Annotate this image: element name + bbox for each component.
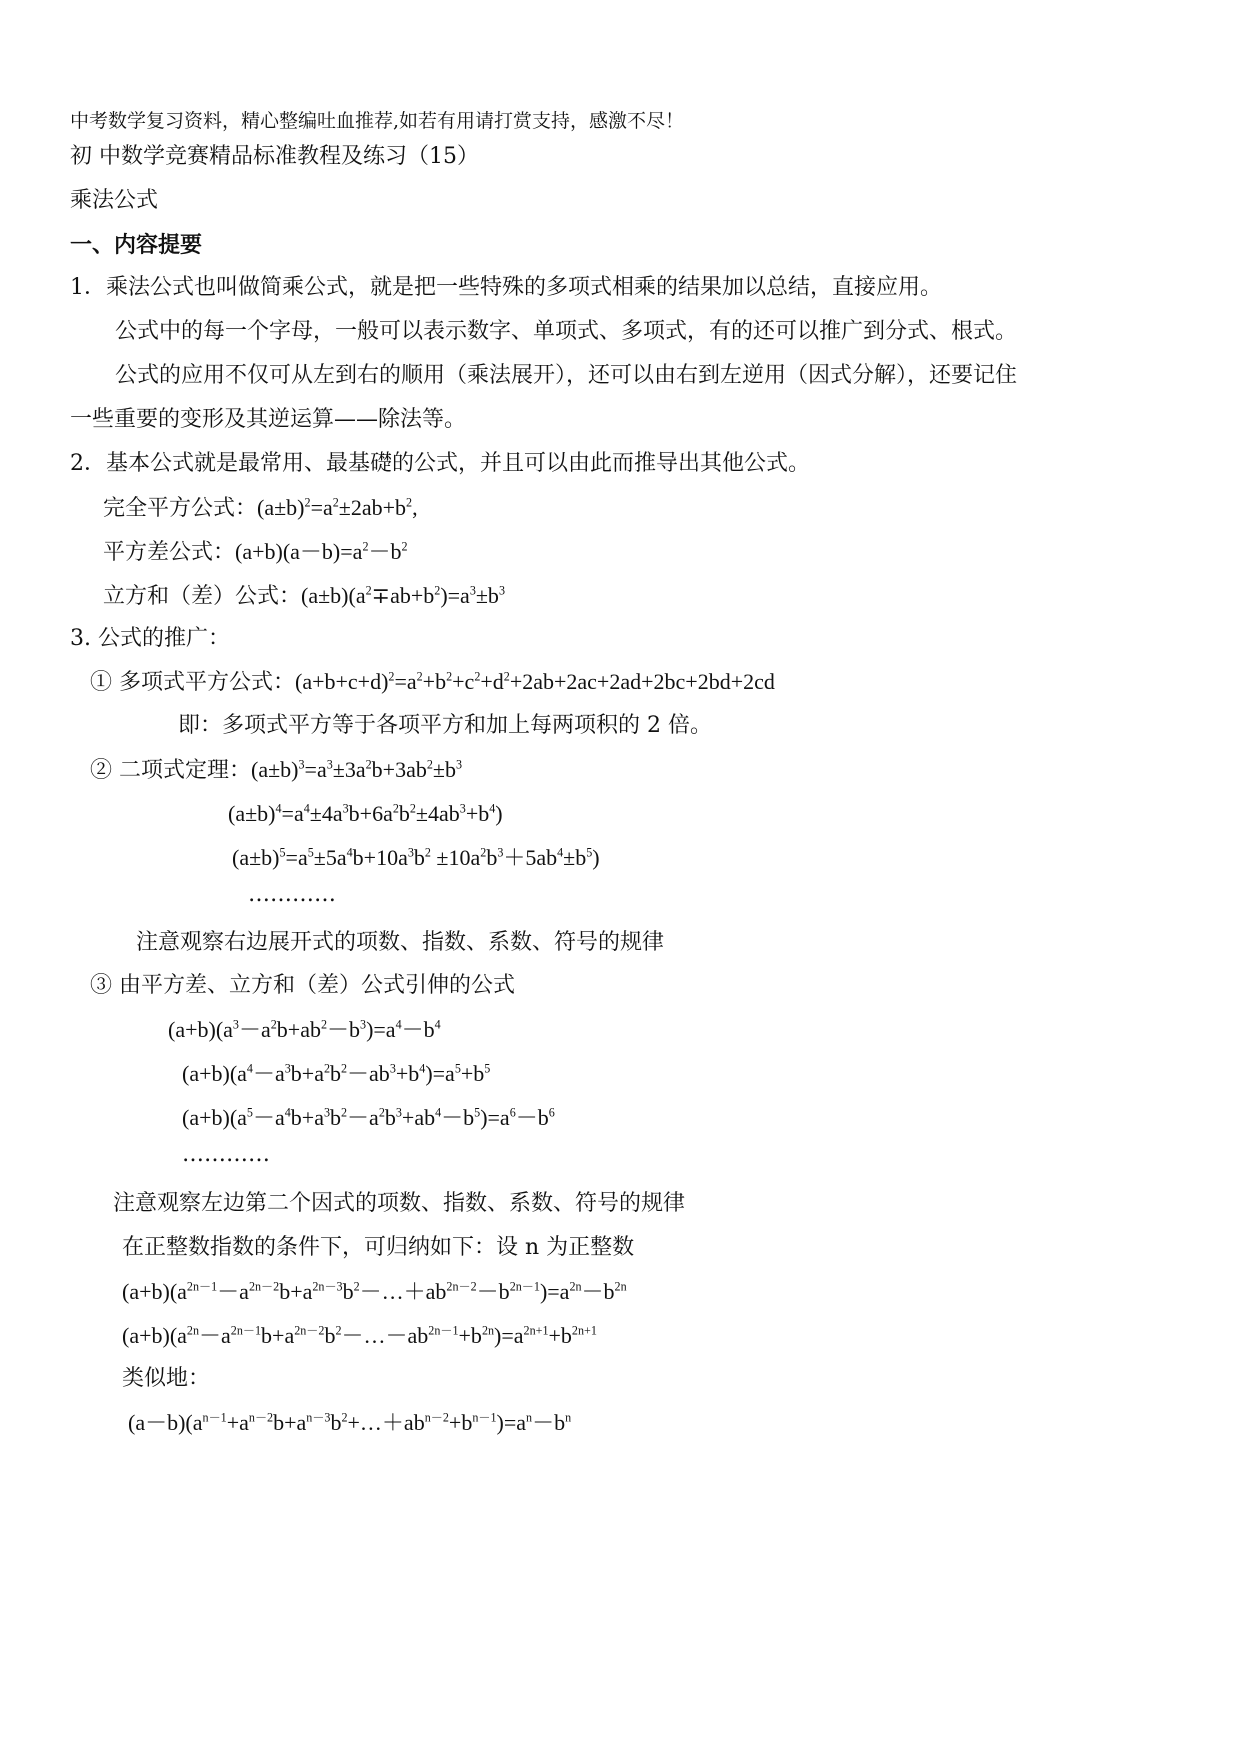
general-formula-difference: $(a-b)(a^{n-1}+a^{n-2}b+a^{n-3}b^2+\dots+ab^{n-2}+b^{n-1})=a^n-b^n$ (128, 1410, 572, 1435)
binomial-4th-power: $(a\pm b)^4=a^4\pm 4a^3b+6a^2b^2\pm 4ab^3+b^4$) (228, 801, 503, 826)
similar-label: 类似地： (122, 1366, 211, 1391)
paragraph-1c: 一些重要的变形及其逆运算——除法等。 (70, 407, 467, 432)
item-2-note: 注意观察右边展开式的项数、指数、系数、符号的规律 (136, 930, 665, 955)
induction-note: 在正整数指数的条件下，可归纳如下：设 n 为正整数 (122, 1235, 635, 1260)
binomial-5th-power: $(a\pm b)^5=a^5\pm 5a^4b+10a^3b^2 \pm 10a^2b^3+5ab^4\pm b^5$) (232, 845, 600, 870)
general-formula-odd: $(a+b)(a^{2n}-a^{2n-1}b+a^{2n-2}b^2-\dots-ab^{2n-1}+b^{2n})=a^{2n+1}+b^{2n+1}$ (122, 1323, 597, 1348)
item-3-note: 注意观察左边第二个因式的项数、指数、系数、符号的规律 (113, 1191, 686, 1216)
general-formula-even: $(a+b)(a^{2n-1}-a^{2n-2}b+a^{2n-3}b^2-\dots+ab^{2n-2}-b^{2n-1})=a^{2n}-b^{2n}$ (122, 1279, 627, 1304)
formula-sum-difference-of-cubes: 立方和（差）公式：$(a\pm b)(a^2\mp ab+b^2)=a^3\pm b^3$ (103, 583, 505, 609)
formula-difference-of-squares: 平方差公式：$(a+b)(a-b)=a^2-b^2$ (103, 539, 408, 565)
header-note: 中考数学复习资料，精心整编吐血推荐,如若有用请打赏支持，感激不尽！ (70, 110, 685, 132)
paragraph-1b: 公式的应用不仅可从左到右的顺用（乘法展开），还可以由右到左逆用（因式分解），还要记住 (115, 363, 1018, 388)
ellipsis: ………… (182, 1142, 270, 1167)
paragraph-1a: 公式中的每一个字母，一般可以表示数字、单项式、多项式，有的还可以推广到分式、根式。 (115, 319, 1018, 344)
formula-label: 立方和（差）公式： (103, 584, 302, 609)
item-label: ② 二项式定理： (90, 758, 251, 783)
topic-title: 乘法公式 (70, 188, 159, 213)
item-1: ① 多项式平方公式：$(a+b+c+d)^2=a^2+b^2+c^2+d^2+2ab+2ac+2ad+2bc+2bd+2cd$ (90, 669, 775, 695)
formula-label: 平方差公式： (103, 540, 236, 565)
course-title: 初 中数学竞赛精品标准教程及练习（15） (70, 144, 479, 169)
formula-label: 完全平方公式： (103, 496, 258, 521)
ellipsis: ………… (248, 882, 336, 907)
derived-formula-3: $(a+b)(a^5-a^4b+a^3b^2-a^2b^3+ab^4-b^5)=a^6-b^6$ (182, 1105, 555, 1130)
item-3: ③ 由平方差、立方和（差）公式引伸的公式 (90, 973, 515, 998)
formula-perfect-square: 完全平方公式：$(a\pm b)^2=a^2\pm 2ab+b^2$, (103, 495, 418, 521)
item-1-note: 即：多项式平方等于各项平方和加上每两项积的 2 倍。 (178, 713, 712, 738)
section-heading: 一、内容提要 (70, 232, 203, 258)
paragraph-1: 1．乘法公式也叫做简乘公式，就是把一些特殊的多项式相乘的结果加以总结，直接应用。 (70, 275, 943, 300)
paragraph-3: 3. 公式的推广： (70, 626, 230, 651)
derived-formula-1: $(a+b)(a^3-a^2b+ab^2-b^3)=a^4-b^4$ (168, 1017, 441, 1042)
item-2: ② 二项式定理：$(a\pm b)^3=a^3\pm 3a^2b+3ab^2\pm b^3$ (90, 757, 462, 783)
paragraph-2: 2．基本公式就是最常用、最基礎的公式，并且可以由此而推导出其他公式。 (70, 451, 810, 476)
derived-formula-2: $(a+b)(a^4-a^3b+a^2b^2-ab^3+b^4)=a^5+b^5$ (182, 1061, 491, 1086)
item-label: ① 多项式平方公式： (90, 670, 295, 695)
